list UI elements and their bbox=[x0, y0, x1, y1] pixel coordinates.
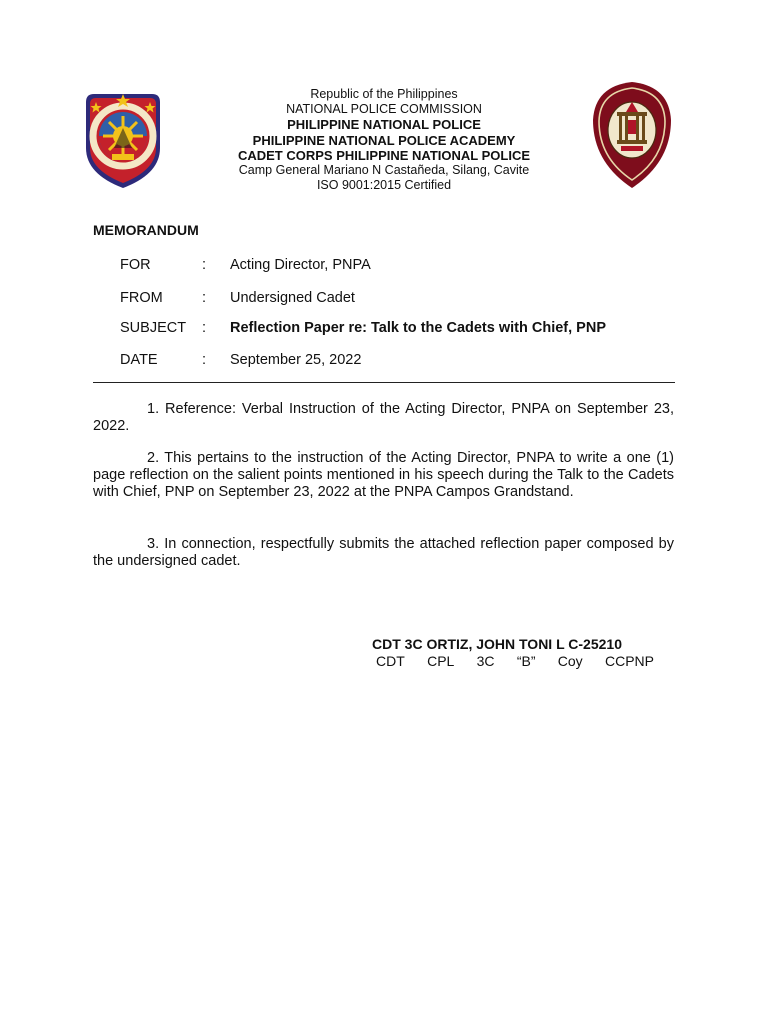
field-colon: : bbox=[202, 352, 207, 368]
divider bbox=[93, 382, 675, 383]
paragraph-text: 2. This pertains to the instruction of the Acting Director, PNPA to write a one (1) page reflection on the salient points mentioned in his speech during the Talk to the Cadets with Chief, PNP on September 23, 2022 at the PNPA Campos Grandstand. bbox=[93, 450, 674, 500]
header-cadet-corps: CADET CORPS PHILIPPINE NATIONAL POLICE bbox=[237, 147, 531, 163]
field-colon: : bbox=[202, 290, 207, 306]
header-napolcom: NATIONAL POLICE COMMISSION bbox=[286, 102, 482, 117]
field-value: Reflection Paper re: Talk to the Cadets with Chief, PNP bbox=[230, 320, 606, 336]
signature-name: CDT 3C ORTIZ, JOHN TONI L C-25210 bbox=[372, 636, 622, 652]
paragraph-text: 1. Reference: Verbal Instruction of the Acting Director, PNPA on September 23, 2022. bbox=[93, 401, 674, 434]
header-address: Camp General Mariano N Castañeda, Silang, Cavite bbox=[238, 163, 530, 178]
paragraph-3 bbox=[93, 536, 674, 570]
signature-rank bbox=[376, 653, 654, 669]
paragraph-text: 3. In connection, respectfully submits the attached reflection paper composed by the undersigned cadet. bbox=[93, 536, 674, 569]
paragraph-2 bbox=[93, 450, 674, 501]
field-colon: : bbox=[202, 257, 207, 273]
field-colon: : bbox=[202, 320, 207, 336]
pnp-seal-icon bbox=[84, 88, 162, 190]
rank-part: 3C bbox=[476, 653, 495, 669]
pnpa-seal-icon bbox=[591, 80, 673, 190]
header-republic: Republic of the Philippines bbox=[310, 87, 458, 101]
field-value: Acting Director, PNPA bbox=[230, 257, 371, 273]
field-label: DATE bbox=[120, 352, 158, 368]
rank-part: Coy bbox=[557, 653, 583, 669]
header-pnp: PHILIPPINE NATIONAL POLICE bbox=[287, 117, 481, 133]
field-label: SUBJECT bbox=[120, 320, 187, 336]
rank-part: “B” bbox=[516, 653, 536, 669]
rank-part: CPL bbox=[427, 653, 455, 669]
header-iso: ISO 9001:2015 Certified bbox=[316, 178, 452, 193]
letterhead bbox=[200, 87, 568, 193]
field-label: FOR bbox=[120, 257, 151, 273]
field-value: September 25, 2022 bbox=[230, 352, 362, 368]
field-label: FROM bbox=[120, 290, 163, 306]
field-value: Undersigned Cadet bbox=[230, 290, 355, 306]
header-pnpa: PHILIPPINE NATIONAL POLICE ACADEMY bbox=[252, 132, 516, 148]
rank-part: CCPNP bbox=[604, 653, 654, 669]
paragraph-1 bbox=[93, 401, 674, 435]
memo-title: MEMORANDUM bbox=[93, 222, 199, 238]
rank-part: CDT bbox=[376, 653, 405, 669]
